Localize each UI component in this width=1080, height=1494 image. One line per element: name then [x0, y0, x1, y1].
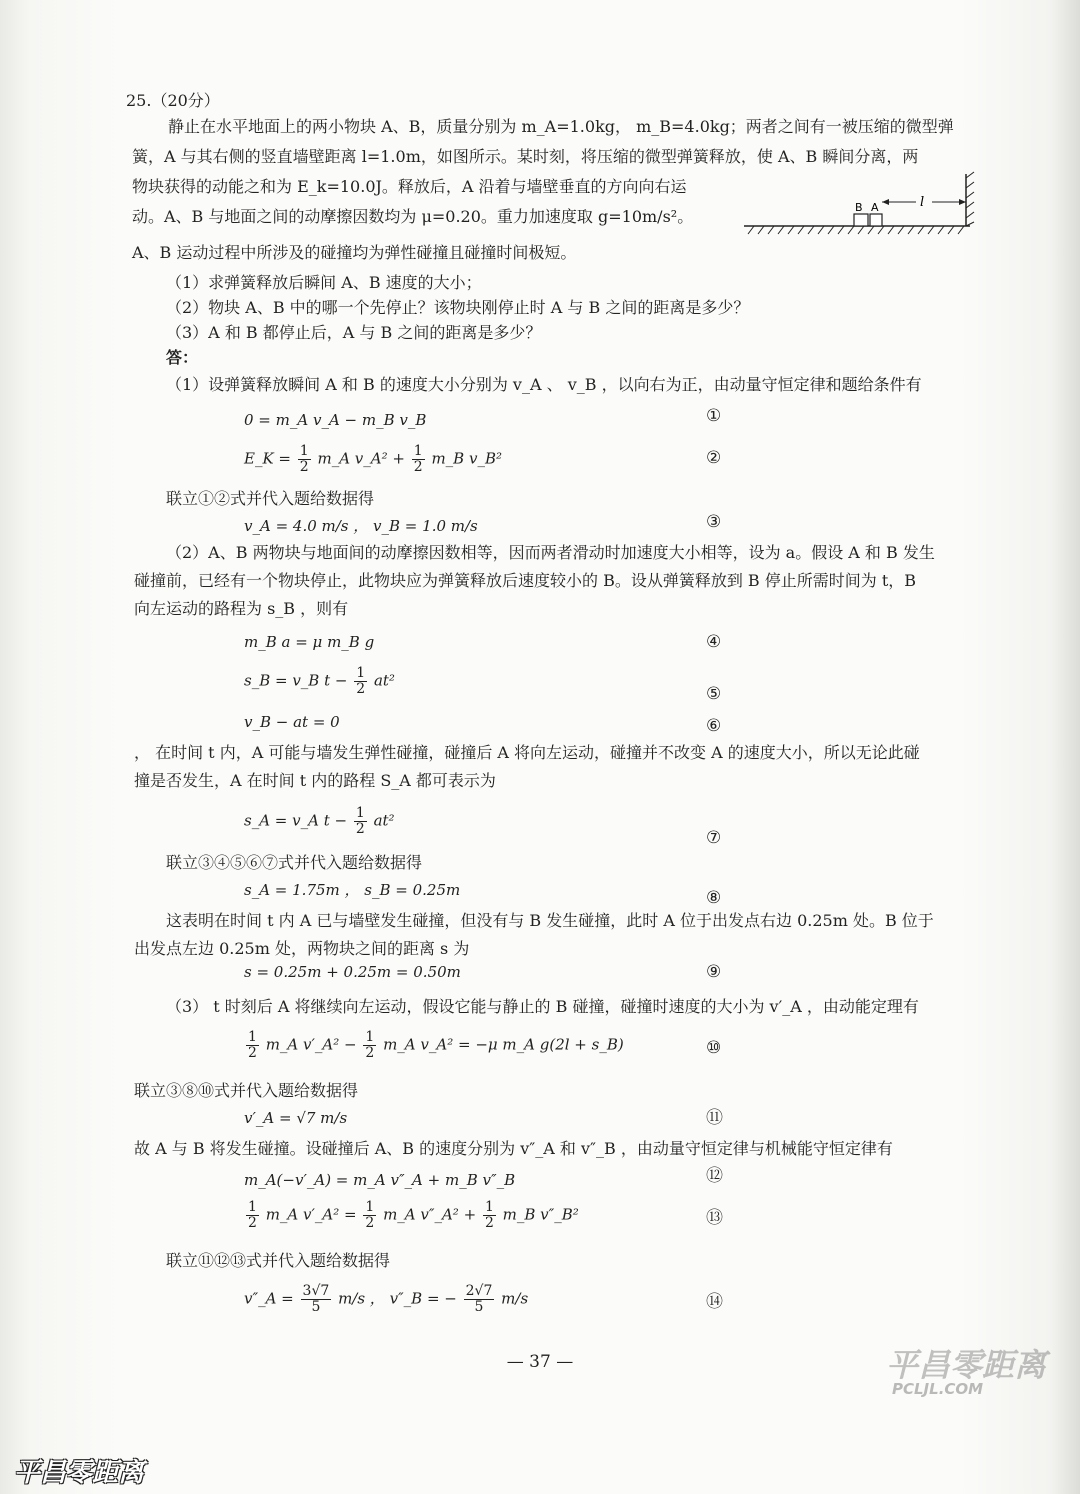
marker-12: ⑫	[706, 1166, 723, 1186]
eq-6: v_B − at = 0	[244, 713, 340, 731]
marker-14: ⑭	[706, 1292, 723, 1312]
marker-8: ⑧	[706, 888, 722, 908]
marker-11: ⑪	[706, 1108, 723, 1128]
eq-14: v″_A = $\frac{3√7}{5}$ m/s ， v″_B = − $\frac{2√7}{5}$ m/s	[244, 1283, 529, 1315]
eq-7: s_A = v_A t − $\frac{1}{2}$ at²	[244, 805, 395, 837]
part3-intro: （3） t 时刻后 A 将继续向左运动，假设它能与静止的 B 碰撞，碰撞时速度的大小为 v′_A ，由动能定理有	[166, 997, 919, 1016]
problem-header: 25.（20分）	[126, 91, 220, 110]
eq-5: s_B = v_B t − $\frac{1}{2}$ at²	[244, 665, 395, 697]
eq-10: $\frac{1}{2}$ m_A v′_A² − $\frac{1}{2}$ m_A v_A² = −μ m_A g(2l + s_B)	[248, 1029, 624, 1061]
marker-9: ⑨	[706, 962, 722, 982]
eq-4: m_B a = μ m_B g	[244, 633, 375, 651]
marker-3: ③	[706, 512, 722, 532]
stem-line-3: 物块获得的动能之和为 E_k=10.0J。释放后，A 沿着与墙壁垂直的方向向右运	[132, 177, 687, 196]
eq-1: 0 = m_A v_A − m_B v_B	[244, 411, 427, 429]
part2c-line-2: 出发点左边 0.25m 处，两物块之间的距离 s 为	[134, 939, 470, 958]
marker-4: ④	[706, 632, 722, 652]
part2b-line-2: 撞是否发生，A 在时间 t 内的路程 S_A 都可表示为	[134, 771, 496, 790]
part3b: 故 A 与 B 将发生碰撞。设碰撞后 A、B 的速度分别为 v″_A 和 v″_B ，由动量守恒定律与机械能守恒定律有	[134, 1139, 893, 1158]
question-2: （2）物块 A、B 中的哪一个先停止？该物块刚停止时 A 与 B 之间的距离是多少？	[166, 298, 750, 317]
part1-intro: （1）设弹簧释放瞬间 A 和 B 的速度大小分别为 v_A 、 v_B ，以向右为正，由动量守恒定律和题给条件有	[166, 375, 922, 394]
answer-label: 答：	[166, 348, 199, 367]
part2-line-2: 碰撞前，已经有一个物块停止，此物块应为弹簧释放后速度较小的 B。设从弹簧释放到 B 停止所需时间为 t，B	[134, 571, 917, 590]
combine-3: 联立③⑧⑩式并代入题给数据得	[134, 1081, 359, 1100]
block-wall-diagram	[744, 168, 980, 238]
eq-8: s_A = 1.75m ， s_B = 0.25m	[244, 881, 461, 899]
eq-2: E_K = $\frac{1}{2}$ m_A v_A² + $\frac{1}{2}$ m_B v_B²	[244, 443, 502, 475]
stem-line-5: A、B 运动过程中所涉及的碰撞均为弹性碰撞且碰撞时间极短。	[132, 243, 577, 262]
marker-5: ⑤	[706, 684, 722, 704]
stem-line-4: 动。A、B 与地面之间的动摩擦因数均为 μ=0.20。重力加速度取 g=10m/s²。	[132, 207, 694, 226]
eq-9: s = 0.25m + 0.25m = 0.50m	[244, 963, 461, 981]
part2-line-3: 向左运动的路程为 s_B ，则有	[134, 599, 349, 618]
watermark-main: 平昌零距离	[14, 1458, 145, 1488]
stem-line-1: 静止在水平地面上的两小物块 A、B，质量分别为 m_A=1.0kg， m_B=4.0kg；两者之间有一被压缩的微型弹	[168, 117, 954, 136]
question-1: （1）求弹簧释放后瞬间 A、B 速度的大小；	[166, 273, 482, 292]
eq-3: v_A = 4.0 m/s ， v_B = 1.0 m/s	[244, 517, 478, 535]
marker-13: ⑬	[706, 1208, 723, 1228]
combine-4: 联立⑪⑫⑬式并代入题给数据得	[166, 1251, 391, 1270]
part2-line-1: （2）A、B 两物块与地面间的动摩擦因数相等，因而两者滑动时加速度大小相等，设为 a。假设 A 和 B 发生	[166, 543, 935, 562]
label-l: l	[920, 195, 925, 210]
question-3: （3）A 和 B 都停止后，A 与 B 之间的距离是多少？	[166, 323, 542, 342]
wall-hatch	[966, 172, 974, 226]
marker-6: ⑥	[706, 716, 722, 736]
marker-2: ②	[706, 448, 722, 468]
combine-2: 联立③④⑤⑥⑦式并代入题给数据得	[166, 853, 423, 872]
eq-13: $\frac{1}{2}$ m_A v′_A² = $\frac{1}{2}$ m_A v″_A² + $\frac{1}{2}$ m_B v″_B²	[248, 1199, 579, 1231]
block-b	[854, 214, 868, 226]
label-b: B	[855, 201, 863, 214]
page-number: — 37 —	[506, 1352, 574, 1372]
block-a	[870, 214, 882, 226]
watermark-site: PCLJL.COM	[892, 1380, 984, 1398]
stem-line-2: 簧，A 与其右侧的竖直墙壁距离 l=1.0m，如图所示。某时刻，将压缩的微型弹簧释放，使 A、B 瞬间分离，两	[132, 147, 919, 166]
marker-10: ⑩	[706, 1038, 722, 1058]
eq-12: m_A(−v′_A) = m_A v″_A + m_B v″_B	[244, 1171, 516, 1189]
ground-hatch	[748, 226, 964, 234]
combine-1: 联立①②式并代入题给数据得	[166, 489, 375, 508]
part2c-line-1: 这表明在时间 t 内 A 已与墙壁发生碰撞，但没有与 B 发生碰撞，此时 A 位于出发点右边 0.25m 处。B 位于	[166, 911, 934, 930]
watermark-corner: 平昌零距离	[886, 1346, 1047, 1384]
eq-11: v′_A = √7 m/s	[244, 1109, 348, 1127]
marker-7: ⑦	[706, 828, 722, 848]
label-a: A	[871, 201, 879, 214]
part2b-line-1: ， 在时间 t 内，A 可能与墙发生弹性碰撞，碰撞后 A 将向左运动，碰撞并不改变 A 的速度大小，所以无论此碰	[134, 743, 920, 762]
marker-1: ①	[706, 406, 722, 426]
